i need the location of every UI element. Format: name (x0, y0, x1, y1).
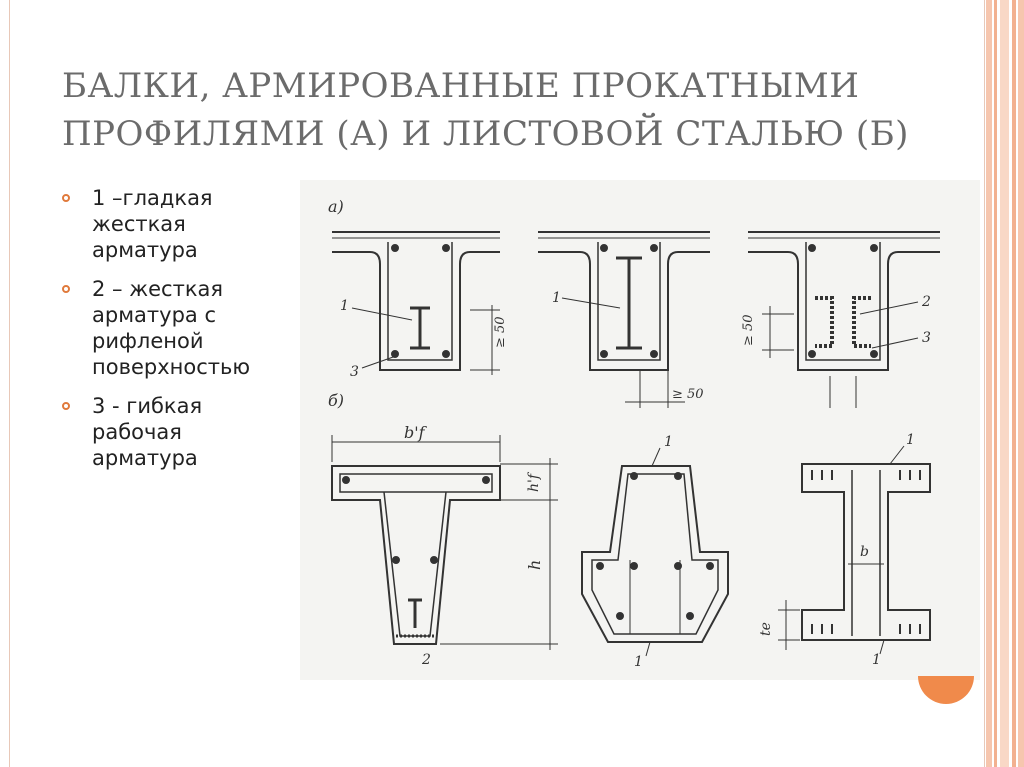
bullet-text: 1 –гладкая жесткая арматура (92, 186, 213, 262)
dim-h: h (525, 559, 544, 570)
dim-50-a3: ≥ 50 (741, 314, 756, 346)
label-num1-a2: 1 (552, 290, 561, 306)
bullet-item (62, 276, 292, 380)
dim-te: te (758, 622, 774, 636)
dim-50-a2: ≥ 50 (672, 387, 704, 402)
section-a2 (538, 232, 710, 408)
dim-50-a1: ≥ 50 (493, 316, 508, 348)
label-num2: 2 (922, 294, 931, 310)
dim-bf: b'f (404, 423, 425, 442)
label-num3-a3: 3 (922, 330, 931, 346)
section-b2 (582, 448, 728, 656)
decorative-stripes (984, 0, 1024, 767)
label-num1: 1 (340, 298, 349, 314)
label-num3: 3 (350, 364, 359, 380)
label-num1-b3-bottom: 1 (872, 652, 881, 668)
bullet-dot-icon (62, 402, 70, 410)
section-b3 (778, 446, 930, 654)
label-num1-b3-top: 1 (906, 432, 915, 448)
bullet-list (62, 185, 292, 484)
label-b: б) (328, 391, 345, 410)
section-b1 (332, 435, 558, 650)
bullet-item (62, 185, 292, 263)
section-a3 (748, 232, 940, 408)
slide-title: БАЛКИ, АРМИРОВАННЫЕ ПРОКАТНЫМИ ПРОФИЛЯМИ (А) И ЛИСТОВОЙ СТАЛЬЮ (Б) (62, 66, 909, 154)
label-a: а) (328, 197, 344, 216)
label-num2-b1: 2 (422, 652, 431, 668)
beam-sections-diagram (300, 180, 980, 680)
half-circle-decoration (918, 676, 974, 704)
bullet-item (62, 393, 292, 471)
dim-b: b (860, 544, 869, 560)
bullet-dot-icon (62, 285, 70, 293)
label-num1-b2-top: 1 (664, 434, 673, 450)
dim-hf: h'f (526, 473, 542, 492)
bullet-text: 3 - гибкая рабочая арматура (92, 394, 203, 470)
diagram-svg (300, 180, 980, 680)
section-a1 (332, 232, 500, 375)
bullet-dot-icon (62, 194, 70, 202)
label-num1-b2-bottom: 1 (634, 654, 643, 670)
bullet-text: 2 – жесткая арматура с рифленой поверхностью (92, 277, 251, 379)
